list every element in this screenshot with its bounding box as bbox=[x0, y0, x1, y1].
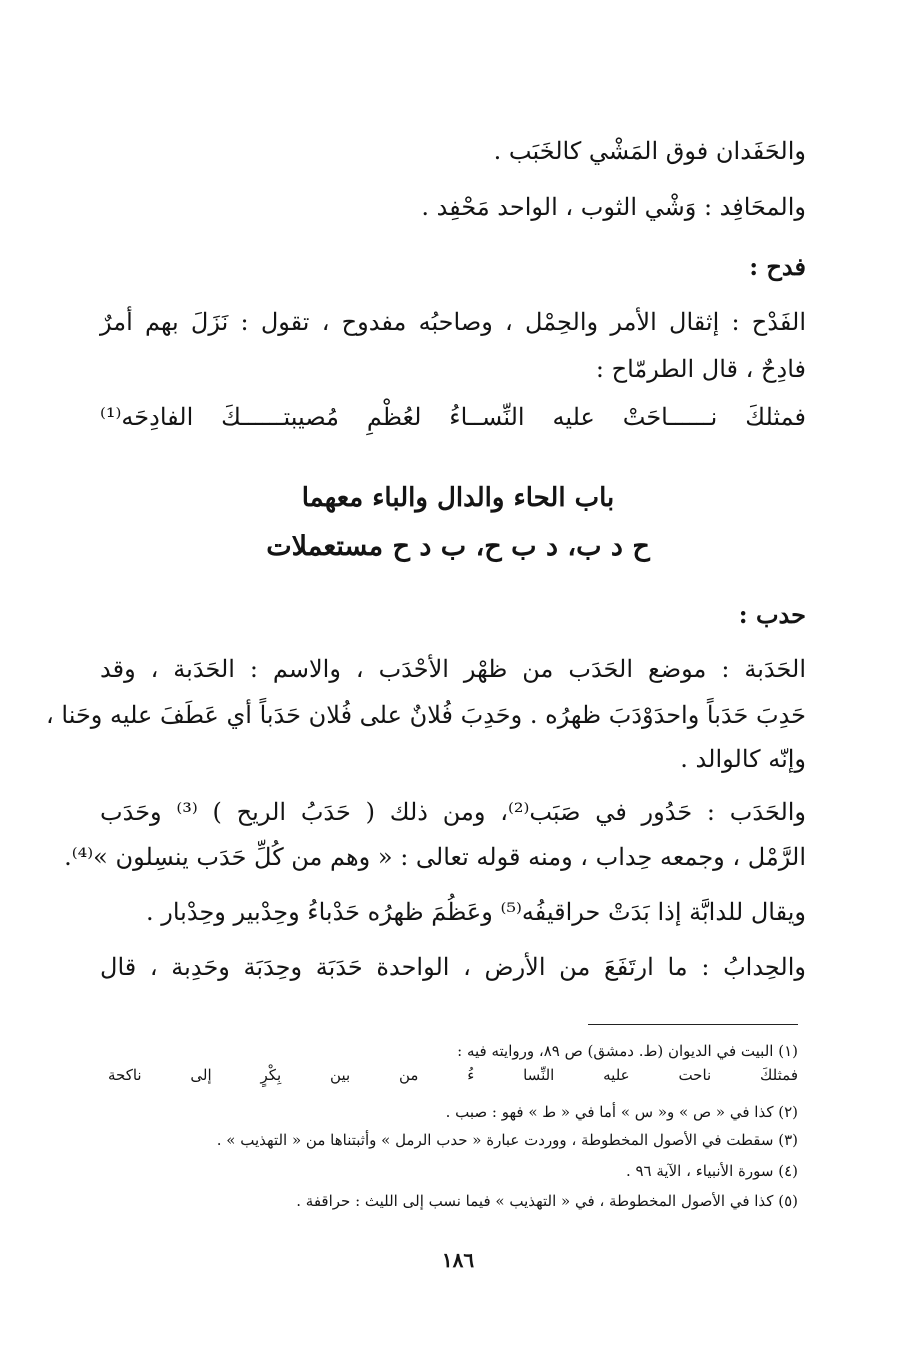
footnote-3: (٣) سقطت في الأصول المخطوطة ، ووردت عبارة « حدب الرمل » وأثبتناها من « التهذيب » . bbox=[216, 1131, 798, 1149]
text-line: والحَدَب : حَدُور في صَبَب⁽²⁾، ومن ذلك ( حَدَبُ الريح ) ⁽³⁾ وحَدَب bbox=[100, 798, 807, 826]
footnote-5: (٥) كذا في الأصول المخطوطة ، في « التهذيب » فيما نسب إلى الليث : حراقفة . bbox=[296, 1192, 798, 1210]
chapter-subtitle: ح د ب، د ب ح، ب د ح مستعملات bbox=[266, 531, 650, 562]
footnote-4: (٤) سورة الأنبياء ، الآية ٩٦ . bbox=[625, 1162, 798, 1180]
entry-heading-fadah: فدح : bbox=[749, 252, 806, 281]
footnote-divider bbox=[588, 1024, 798, 1025]
entry-heading-hadab: حدب : bbox=[738, 600, 806, 629]
footnote-2: (٢) كذا في « ص » و« س » أما في « ط » فهو : صبب . bbox=[445, 1103, 798, 1121]
text-line: الحَدَبة : موضع الحَدَب من ظهْر الأحْدَب ، والاسم : الحَدَبة ، وقد bbox=[100, 655, 806, 683]
text-line: والمحَافِد : وَشْي الثوب ، الواحد مَحْفِد . bbox=[421, 193, 806, 221]
footnote-1-verse: فمثلكَ ناحت عليه النِّسا ءُ من بين بِكْرٍ إلى ناكحة bbox=[108, 1066, 798, 1084]
text-line: الفَدْح : إثقال الأمر والحِمْل ، وصاحبُه مفدوح ، تقول : نَزَلَ بهم أمرٌ bbox=[100, 308, 806, 336]
text-line: حَدِبَ حَدَباً واحدَوْدَبَ ظهرُه . وحَدِبَ فُلانٌ على فُلان حَدَباً أي عَطَفَ عليه وحَنا ، bbox=[46, 701, 806, 729]
text-line: والحِدابُ : ما ارتَفَعَ من الأرض ، الواحدة حَدَبَة وحِدَبَة وحَدِبة ، قال bbox=[100, 953, 806, 981]
chapter-title: باب الحاء والدال والباء معهما bbox=[301, 483, 615, 513]
footnote-1: (١) البيت في الديوان (ط. دمشق) ص ٨٩، وروايته فيه : bbox=[457, 1042, 798, 1060]
text-line: والحَفَدان فوق المَشْي كالخَبَب . bbox=[493, 137, 806, 165]
text-line: وإنّه كالوالد . bbox=[680, 745, 806, 773]
text-line: فادِحٌ ، قال الطرمّاح : bbox=[595, 355, 806, 383]
poetry-verse: فمثلكَ نــــــاحَتْ عليه النِّســاءُ لعُظْمِ مُصيبتــــــكَ الفادِحَه⁽¹⁾ bbox=[100, 403, 806, 431]
text-line: ويقال للدابَّة إذا بَدَتْ حراقيفُه⁽⁵⁾ وعَظُمَ ظهرُه حَدْباءُ وحِدْبير وحِدْبار . bbox=[146, 898, 806, 926]
page-number: ١٨٦ bbox=[441, 1248, 475, 1272]
text-line: الرَّمْل ، وجمعه حِداب ، ومنه قوله تعالى : « وهم من كُلِّ حَدَب ينسِلون »⁽⁴⁾. bbox=[64, 843, 806, 871]
